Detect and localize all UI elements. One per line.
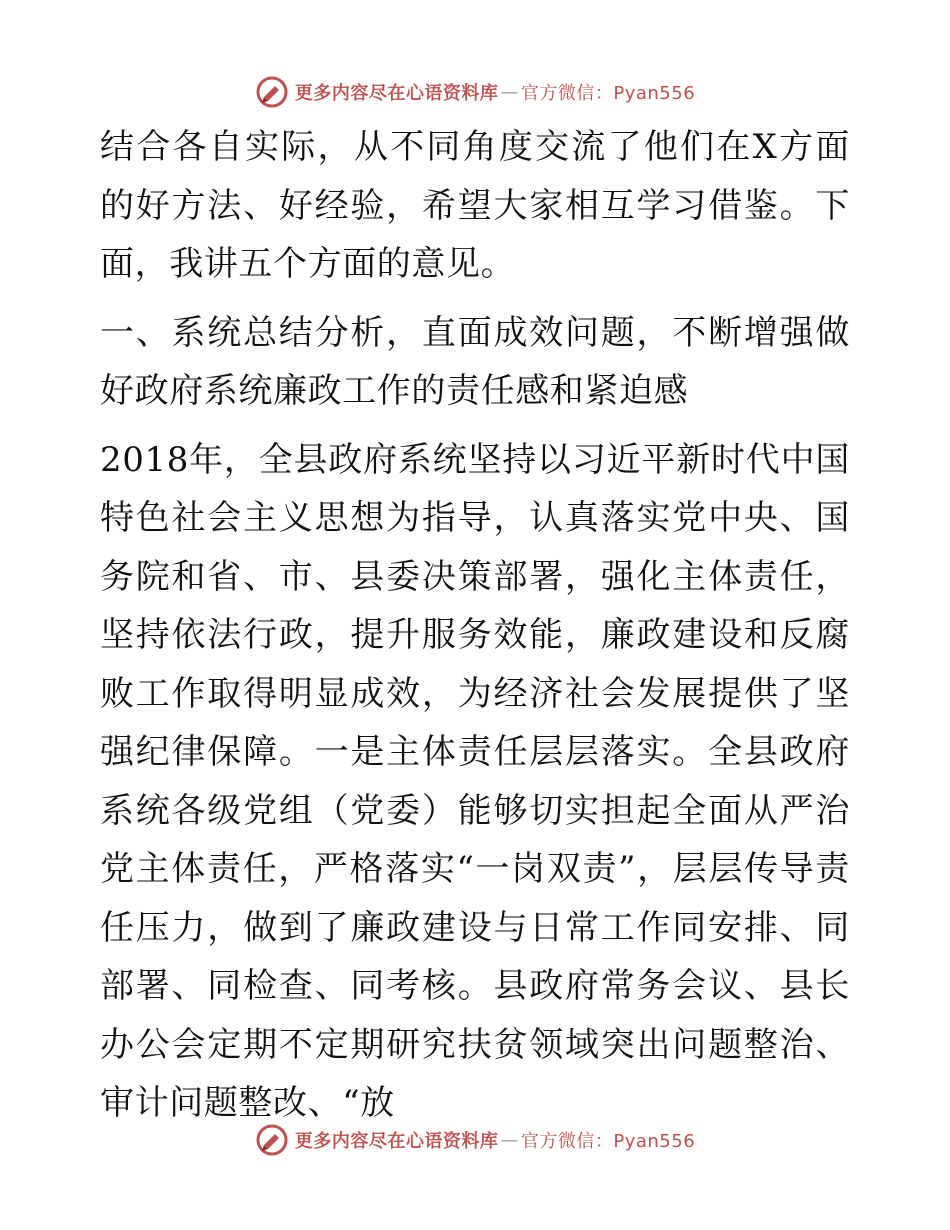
footer-banner [0,1120,950,1160]
banner-separator: — [500,81,519,103]
banner-wechat: 官方微信：Pyan556 [520,1131,696,1152]
banner-title: 更多内容尽在心语资料库 [294,1131,499,1152]
book-pen-logo-icon [255,75,289,109]
paragraph-main: 2018年，全县政府系统坚持以习近平新时代中国特色社会主义思想为指导，认真落实党中央、国务院和省、市、县委决策部署，强化主体责任，坚持依法行政，提升服务效能，廉政建设和反腐败工作取得明显成效，为经济社会发展提供了坚强纪律保障。一是主体责任层层落实。全县政府系统各级党组（党委）能够切实担起全面从严治党主体责任，严格落实“一岗双责”，层层传导责任压力，做到了廉政建设与日常工作同安排、同部署、同检查、同考核。县政府常务会议、县长办公会定期不定期研究扶贫领域突出问题整治、审计问题整改、“放 [100,439,850,1123]
header-banner [0,72,950,112]
banner-title: 更多内容尽在心语资料库 [294,83,499,104]
paragraph-intro: 结合各自实际，从不同角度交流了他们在X方面的好方法、好经验，希望大家相互学习借鉴。下面，我讲五个方面的意见。 [100,127,850,284]
banner-wechat: 官方微信：Pyan556 [520,83,696,104]
book-pen-logo-icon [255,1123,289,1157]
section-heading: 一、系统总结分析，直面成效问题，不断增强做好政府系统廉政工作的责任感和紧迫感 [100,312,850,411]
document-body [100,118,850,1133]
banner-separator: — [500,1129,519,1151]
